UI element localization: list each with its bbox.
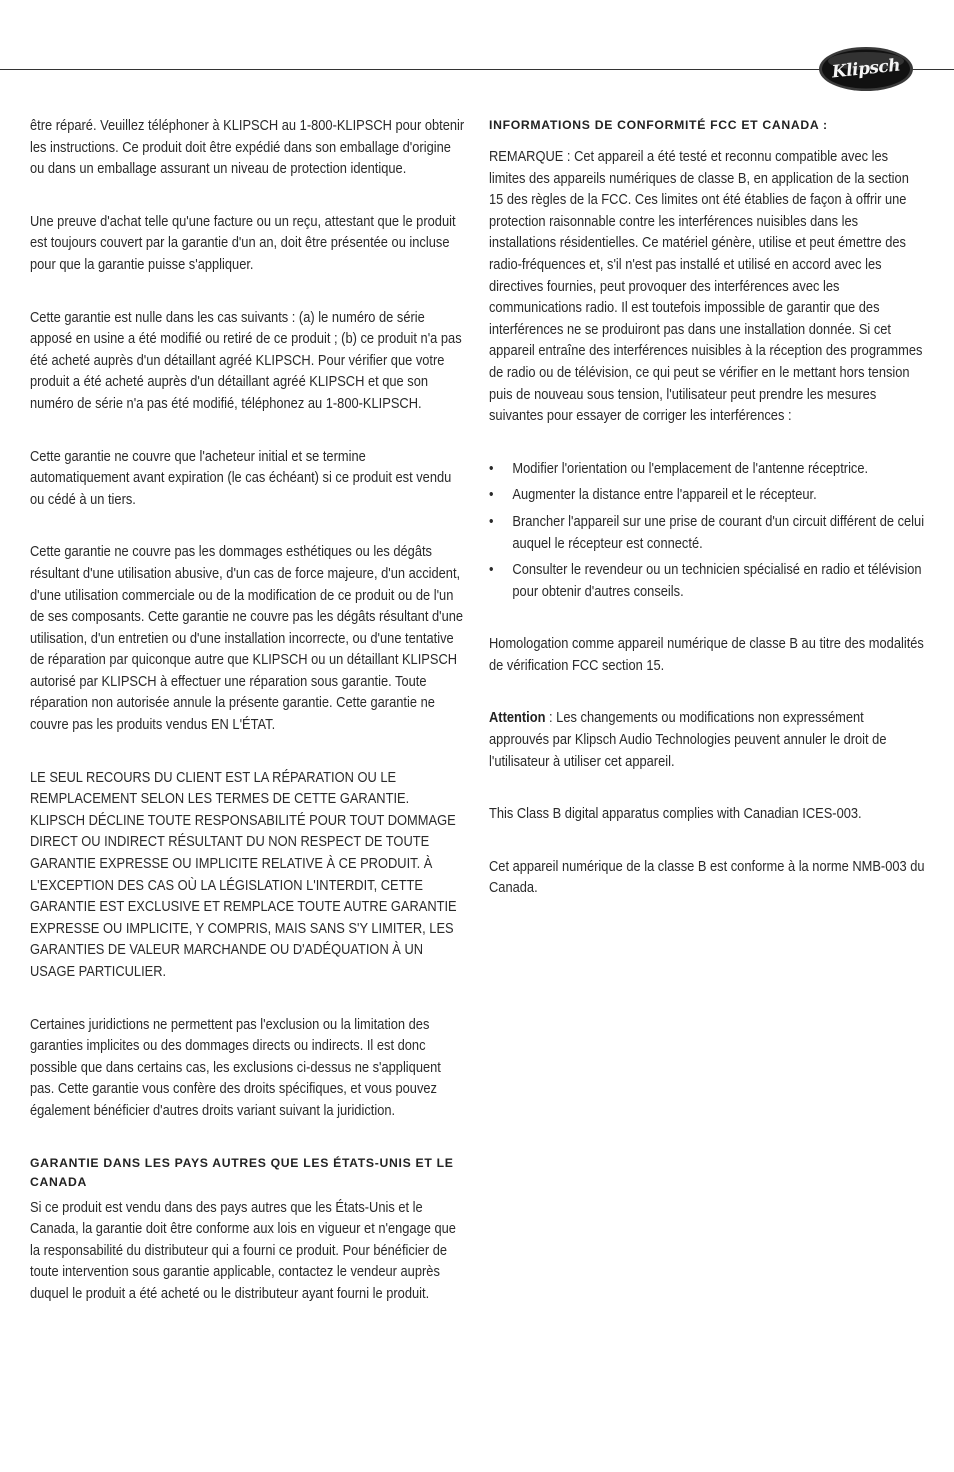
paragraph-warranty-void: Cette garantie est nulle dans les cas suivants : (a) le numéro de série apposé en usine a été modifié ou retiré de ce produit ; (b) ce produit n'a pas été acheté auprès d'un détaillant agréé KLIPSCH. Pour vérifier que votre produit a été acheté auprès d'un détaillant agréé KLIPSCH et que son numéro de série n'a pas été modifié, téléphonez au 1-800-KLIPSCH. [30, 309, 462, 412]
list-item: • Augmenter la distance entre l'appareil et le récepteur. [489, 485, 926, 507]
list-item: • Brancher l'appareil sur une prise de courant d'un circuit différent de celui auquel le récepteur est connecté. [489, 513, 925, 552]
heading-fcc-compliance: INFORMATIONS DE CONFORMITÉ FCC ET CANADA : [489, 118, 828, 132]
bullet-icon: • [489, 487, 494, 504]
left-column [30, 116, 467, 1306]
right-column [489, 116, 926, 931]
bullet-icon: • [489, 562, 494, 579]
header-rule [0, 69, 954, 70]
paragraph-jurisdictions: Certaines juridictions ne permettent pas l'exclusion ou la limitation des garanties implicites ou des dommages directs ou indirects. Il est donc possible que dans certains cas, les exclusions ci-dessus ne s'appliquent pas. Cette garantie vous confère des droits spécifiques, et vous pouvez également bénéficier d'autres droits variant suivant la juridiction. [30, 1016, 441, 1119]
paragraph-repair-instructions: être réparé. Veuillez téléphoner à KLIPSCH au 1-800-KLIPSCH pour obtenir les instructions. Ce produit doit être expédié dans son emballage d'origine ou dans un emballage assurant un niveau de protection identique. [30, 118, 465, 178]
paragraph-homologation: Homologation comme appareil numérique de classe B au titre des modalités de vérification FCC section 15. [489, 636, 924, 674]
list-item: • Consulter le revendeur ou un technicien spécialisé en radio et télévision pour obtenir d'autres conseils. [489, 562, 922, 600]
paragraph-proof-of-purchase: Une preuve d'achat telle qu'une facture ou un reçu, attestant que le produit est toujours couvert par la garantie d'un an, doit être présentée ou incluse pour que la garantie puisse s'appliquer. [30, 213, 456, 273]
bullet-icon: • [489, 513, 494, 530]
list-item: • Modifier l'orientation ou l'emplacement de l'antenne réceptrice. [489, 459, 926, 481]
paragraph-nmb-003: Cet appareil numérique de la classe B est conforme à la norme NMB-003 du Canada. [489, 858, 925, 897]
bullet-icon: • [489, 460, 494, 477]
attention-text: : Les changements ou modifications non expressément approuvés par Klipsch Audio Technologies peuvent annuler le droit de l'utilisateur à utiliser cet appareil. [489, 710, 887, 770]
klipsch-logo [818, 46, 914, 92]
paragraph-attention [489, 708, 926, 773]
fcc-measures-list [489, 459, 926, 604]
paragraph-fcc-note: REMARQUE : Cet appareil a été testé et reconnu compatible avec les limites des appareils numériques de classe B, en application de la section 15 des règles de la FCC. Ces limites ont été établies de façon à offrir une protection raisonnable contre les interférences nuisibles dans les installations résidentielles. Ce matériel génère, utilise et peut émettre des radio-fréquences et, s'il n'est pas installé et utilisé en accord avec les directives fournies, peut provoquer des interférences avec les communications radio. Il est toutefois impossible de garantir que des interférences ne se produiront pas dans une installation donnée. Si cet appareil entraîne des interférences nuisibles à la réception des programmes de radio ou de télévision, ce qui peut se vérifier en le mettant hors tension puis de nouveau sous tension, l'utilisateur peut prendre les mesures suivantes pour essayer de corriger les interférences : [489, 149, 923, 425]
paragraph-sole-remedy: LE SEUL RECOURS DU CLIENT EST LA RÉPARATION OU LE REMPLACEMENT SELON LES TERMES DE CETTE GARANTIE. KLIPSCH DÉCLINE TOUTE RESPONSABILITÉ POUR TOUT DOMMAGE DIRECT OU INDIRECT RÉSULTANT DU NON RESPECT DE TOUTE GARANTIE EXPRESSE OU IMPLICITE RELATIVE À CE PRODUIT. À L'EXCEPTION DES CAS OÙ LA LÉGISLATION L'INTERDIT, CETTE GARANTIE EST EXCLUSIVE ET REMPLACE TOUTE AUTRE GARANTIE EXPRESSE OU IMPLICITE, Y COMPRIS, MAIS SANS S'Y LIMITER, LES GARANTIES DE VALEUR MARCHANDE OU D'ADÉQUATION À UN USAGE PARTICULIER. [30, 769, 457, 980]
paragraph-exclusions: Cette garantie ne couvre pas les dommages esthétiques ou les dégâts résultant d'une utilisation abusive, d'un cas de force majeure, d'un accident, d'une utilisation commerciale ou de la modification de ce produit ou de l'un de ses composants. Cette garantie ne couvre pas les dégâts résultant d'une utilisation, d'un entretien ou d'une installation incorrecte, ou d'une tentative de réparation par quiconque autre que KLIPSCH ou un détaillant KLIPSCH autorisé par KLIPSCH à effectuer une réparation sous garantie. Toute réparation non autorisée annule la présente garantie. Cette garantie ne couvre pas les produits vendus EN L'ÉTAT. [30, 544, 464, 734]
paragraph-original-purchaser: Cette garantie ne couvre que l'acheteur initial et se termine automatiquement avant expiration (le cas échéant) si ce produit est vendu ou cédé à un tiers. [30, 448, 452, 508]
logo-wordmark: Klipsch [830, 55, 902, 83]
attention-label: Attention [489, 710, 546, 727]
heading-international-warranty: GARANTIE DANS LES PAYS AUTRES QUE LES ÉTATS-UNIS ET LE CANADA [30, 1155, 454, 1189]
paragraph-international-warranty: Si ce produit est vendu dans des pays autres que les États-Unis et le Canada, la garantie doit être conforme aux lois en vigueur et n'engage que la responsabilité du distributeur qui a fourni ce produit. Pour bénéficier de toute intervention sous garantie applicable, contactez le vendeur auprès duquel le produit a été acheté ou le distributeur ayant fourni le produit. [30, 1199, 456, 1302]
paragraph-ices-003: This Class B digital apparatus complies with Canadian ICES-003. [489, 806, 862, 823]
